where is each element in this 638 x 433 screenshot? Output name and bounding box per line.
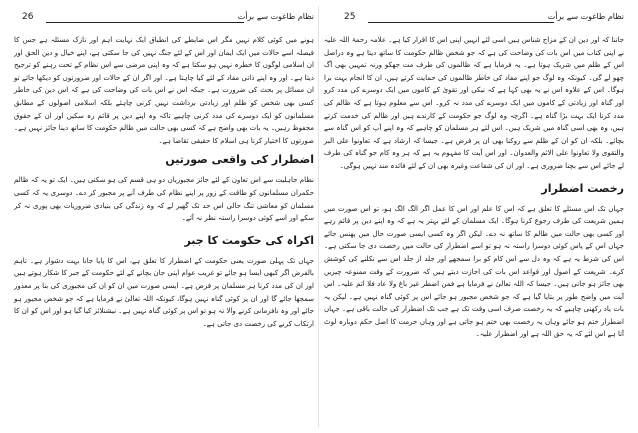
right-page-body [324,34,624,343]
page-number: 26 [22,12,34,22]
section-heading: رخصت اضطرار [541,181,624,195]
section-heading: اکراہ کی حکومت کا جبر [184,233,314,247]
section-heading: اضطرار کی واقعی صورتیں [165,153,314,167]
left-page [14,0,314,433]
left-page-header [14,12,314,26]
page-gutter [318,6,319,427]
page-number: 25 [344,12,356,22]
body-paragraph: جاننا کہ اور دین ان کے مزاج شناس ہیں اسی لئے انہیں اپنی اس کا اقرار کیا ہے۔ علامہ رحمۃ اللہ علیہ نے اپنی کتاب میں اس بات کی وضاحت کی ہے کہ جو شخص ظالم حکومت کا ساتھ دیتا ہے وہ دراصل اس کے ظلم میں شریک ہوتا ہے۔ یہ فرمایا ہے کہ ظالموں کی طرف مت جھکو ورنہ تمہیں بھی آگ چھو لے گی۔ کیونکہ وہ لوگ جو اپنے مفاد کی خاطر ظالموں کی حمایت کرتے ہیں، ان کا انجام بہت برا ہوگا۔ اس کے علاوہ اس نے یہ بھی کہا ہے کہ نیکی اور تقویٰ کے کاموں میں ایک دوسرے کی مدد کرو اور گناہ اور زیادتی کے کاموں میں ایک دوسرے کی مدد نہ کرو۔ اس سے معلوم ہوتا ہے کہ ظالم کی مدد کرنا ایک بہت بڑا گناہ ہے۔ اگرچہ وہ لوگ جو حکومت کے کارندے ہیں اور ظالم کی خدمت کرتے ہیں، وہ بھی اسی گناہ میں شریک ہیں۔ اس لئے ہر مسلمان کو چاہیے کہ وہ اپنے آپ کو اس گناہ سے بچائے۔ بلکہ ان کو ان کے ظلم سے روکنا بھی ان پر فرض ہے۔ جیسا کہ ارشاد ہے کہ تعاونوا علی البر والتقوی ولا تعاونوا علی الاثم والعدوان۔ اور اس آیت کا مفہوم یہ ہے کہ ہر وہ کام جو گناہ کی طرف لے جائے اس سے بچنا ضروری ہے۔ اور ان کی شفاعت وغیرہ بھی ان کے لئے فائدہ مند نہیں ہوگی۔ [324,36,624,170]
body-paragraph: ہونے میں کوئی کلام نہیں مگر اس ضابطے کی انطباق ایک نہایت اہم اور نازک مسئلہ ہے جس کا فیصلہ اسے حالات میں ایک ایمان اور اس کے لئے جنگ نہیں کی جا سکتی ہے، اپنے خیال و دین الحق اور ان اسلامی لوگوں کا خطرہ نہیں ہو سکتا ہے کہ وہ اپنی مرضی سے اس نظام کے تحت رہنے کو ترجیح دیتا ہے۔ اور وہ اپنے ذاتی مفاد کے لئے کیا چاہتا ہے۔ اور اگر ان کے حالات اور ضرورتوں کو دیکھا جائے تو ان مسائل پر بحث کی ضرورت ہے۔ جبکہ اس نے اس بات کی وضاحت کی ہے کہ اس دین کی خاطر کسی بھی شخص کو ظلم اور زیادتی برداشت نہیں کرنی چاہئے بلکہ اسلامی اصولوں کے مطابق مسلمانوں کو ایک دوسرے کی مدد کرنی چاہیے تاکہ وہ اپنے دین پر قائم رہ سکیں اور ان کے حقوق محفوظ رہیں۔ یہ بات بھی واضح ہے کہ کسی بھی حالت میں ظالم حکومت کا ساتھ دینا جائز نہیں ہے۔ صورتوں کا اختیار کرنا ہی اسلام کا حقیقی تقاضا ہے۔ [14,36,314,145]
left-page-body [14,34,314,332]
body-paragraph: جہاں تک اس مسئلے کا تعلق ہے کہ اس کا علم اور اس کا عمل اگر الگ الگ ہو، تو اس صورت میں ہمیں شریعت کی طرف رجوع کرنا ہوگا۔ ایک مسلمان کے لئے بہتر یہ ہے کہ وہ اپنے دین پر قائم رہے اور کسی بھی حالت میں ظالم کا ساتھ نہ دے۔ لیکن اگر وہ کسی ایسی صورت حال میں پھنس جائے جہاں اس کے پاس کوئی دوسرا راستہ نہ ہو تو اسے اضطرار کی حالت میں رخصت دی جا سکتی ہے۔ اس کی شرط یہ ہے کہ وہ دل سے اس کام کو برا سمجھے اور جلد از جلد اس سے نکلنے کی کوشش کرے۔ شریعت کے اصول اور قواعد اس بات کی اجازت دیتے ہیں کہ ضرورت کے وقت ممنوعہ چیزیں بھی جائز ہو جاتی ہیں۔ جیسا کہ اللہ تعالیٰ نے فرمایا ہے فمن اضطر غیر باغ ولا عاد فلا اثم علیہ۔ اس آیت میں واضح طور پر بتایا گیا ہے کہ جو شخص مجبور ہو جائے اس پر کوئی گناہ نہیں ہے۔ لیکن یہ بات یاد رکھنی چاہیے کہ یہ رخصت صرف اسی وقت تک ہے جب تک اضطرار کی حالت باقی ہے۔ جہاں اضطرار ختم ہو جائے وہاں یہ رخصت بھی ختم ہو جاتی ہے اور وہاں حرمت کا اصل حکم دوبارہ لوٹ آتا ہے اس لئے کہ یہ حق اللہ ہے اور اضطرار علیہ۔ [324,204,624,339]
right-page-header [324,12,624,26]
running-title: نظام طاغوت سے برأت [237,12,314,21]
body-paragraph: نظام جاہلیت سے اس تعاون کے لئے جائز مجبوریاں دو ہی قسم کی ہو سکتی ہیں۔ ایک تو یہ کہ ظالم حکمران مسلمانوں کو طاقت کے زور پر اپنے نظام کی طرف آنے پر مجبور کر دے۔ دوسری یہ کہ کسی مسلمان کو معاشی تنگ حالی اس حد تک گھیر لے کہ وہ زندگی کی بنیادی ضروریات بھی پوری نہ کر سکے اور اسے کوئی دوسرا راستہ نظر نہ آئے۔ [14,176,314,223]
right-page [324,0,624,433]
body-paragraph: جہاں تک پہلی صورت یعنی حکومت کے اضطرار کا تعلق ہے، اس کا پایا جانا بہت دشوار ہے۔ تاہم بالفرض اگر کبھی ایسا ہو جائے تو غریب عوام اپنی جان بچانے کے لئے حکومت کے جبر کا شکار ہوتے ہیں اور ان کی مدد کرنا ہر مسلمان پر فرض ہے۔ ایسی صورت میں ان کو ان کی مجبوری کی بنا پر معذور سمجھا جائے گا اور ان پر کوئی گناہ نہیں ہوگا، کیونکہ اللہ تعالیٰ نے فرمایا ہے کہ جو شخص مجبور ہو جائے اور وہ نافرمانی کرنے والا نہ ہو تو اس پر کوئی گناہ نہیں ہے۔ نیشنلائز کیا گیا ہو اور اس کو ان کا ارتکاب کرنے کی رخصت دی جاتی ہے۔ [14,256,314,328]
running-title: نظام طاغوت سے برأت [547,12,624,21]
header-rule [46,22,244,23]
header-rule [368,22,554,23]
